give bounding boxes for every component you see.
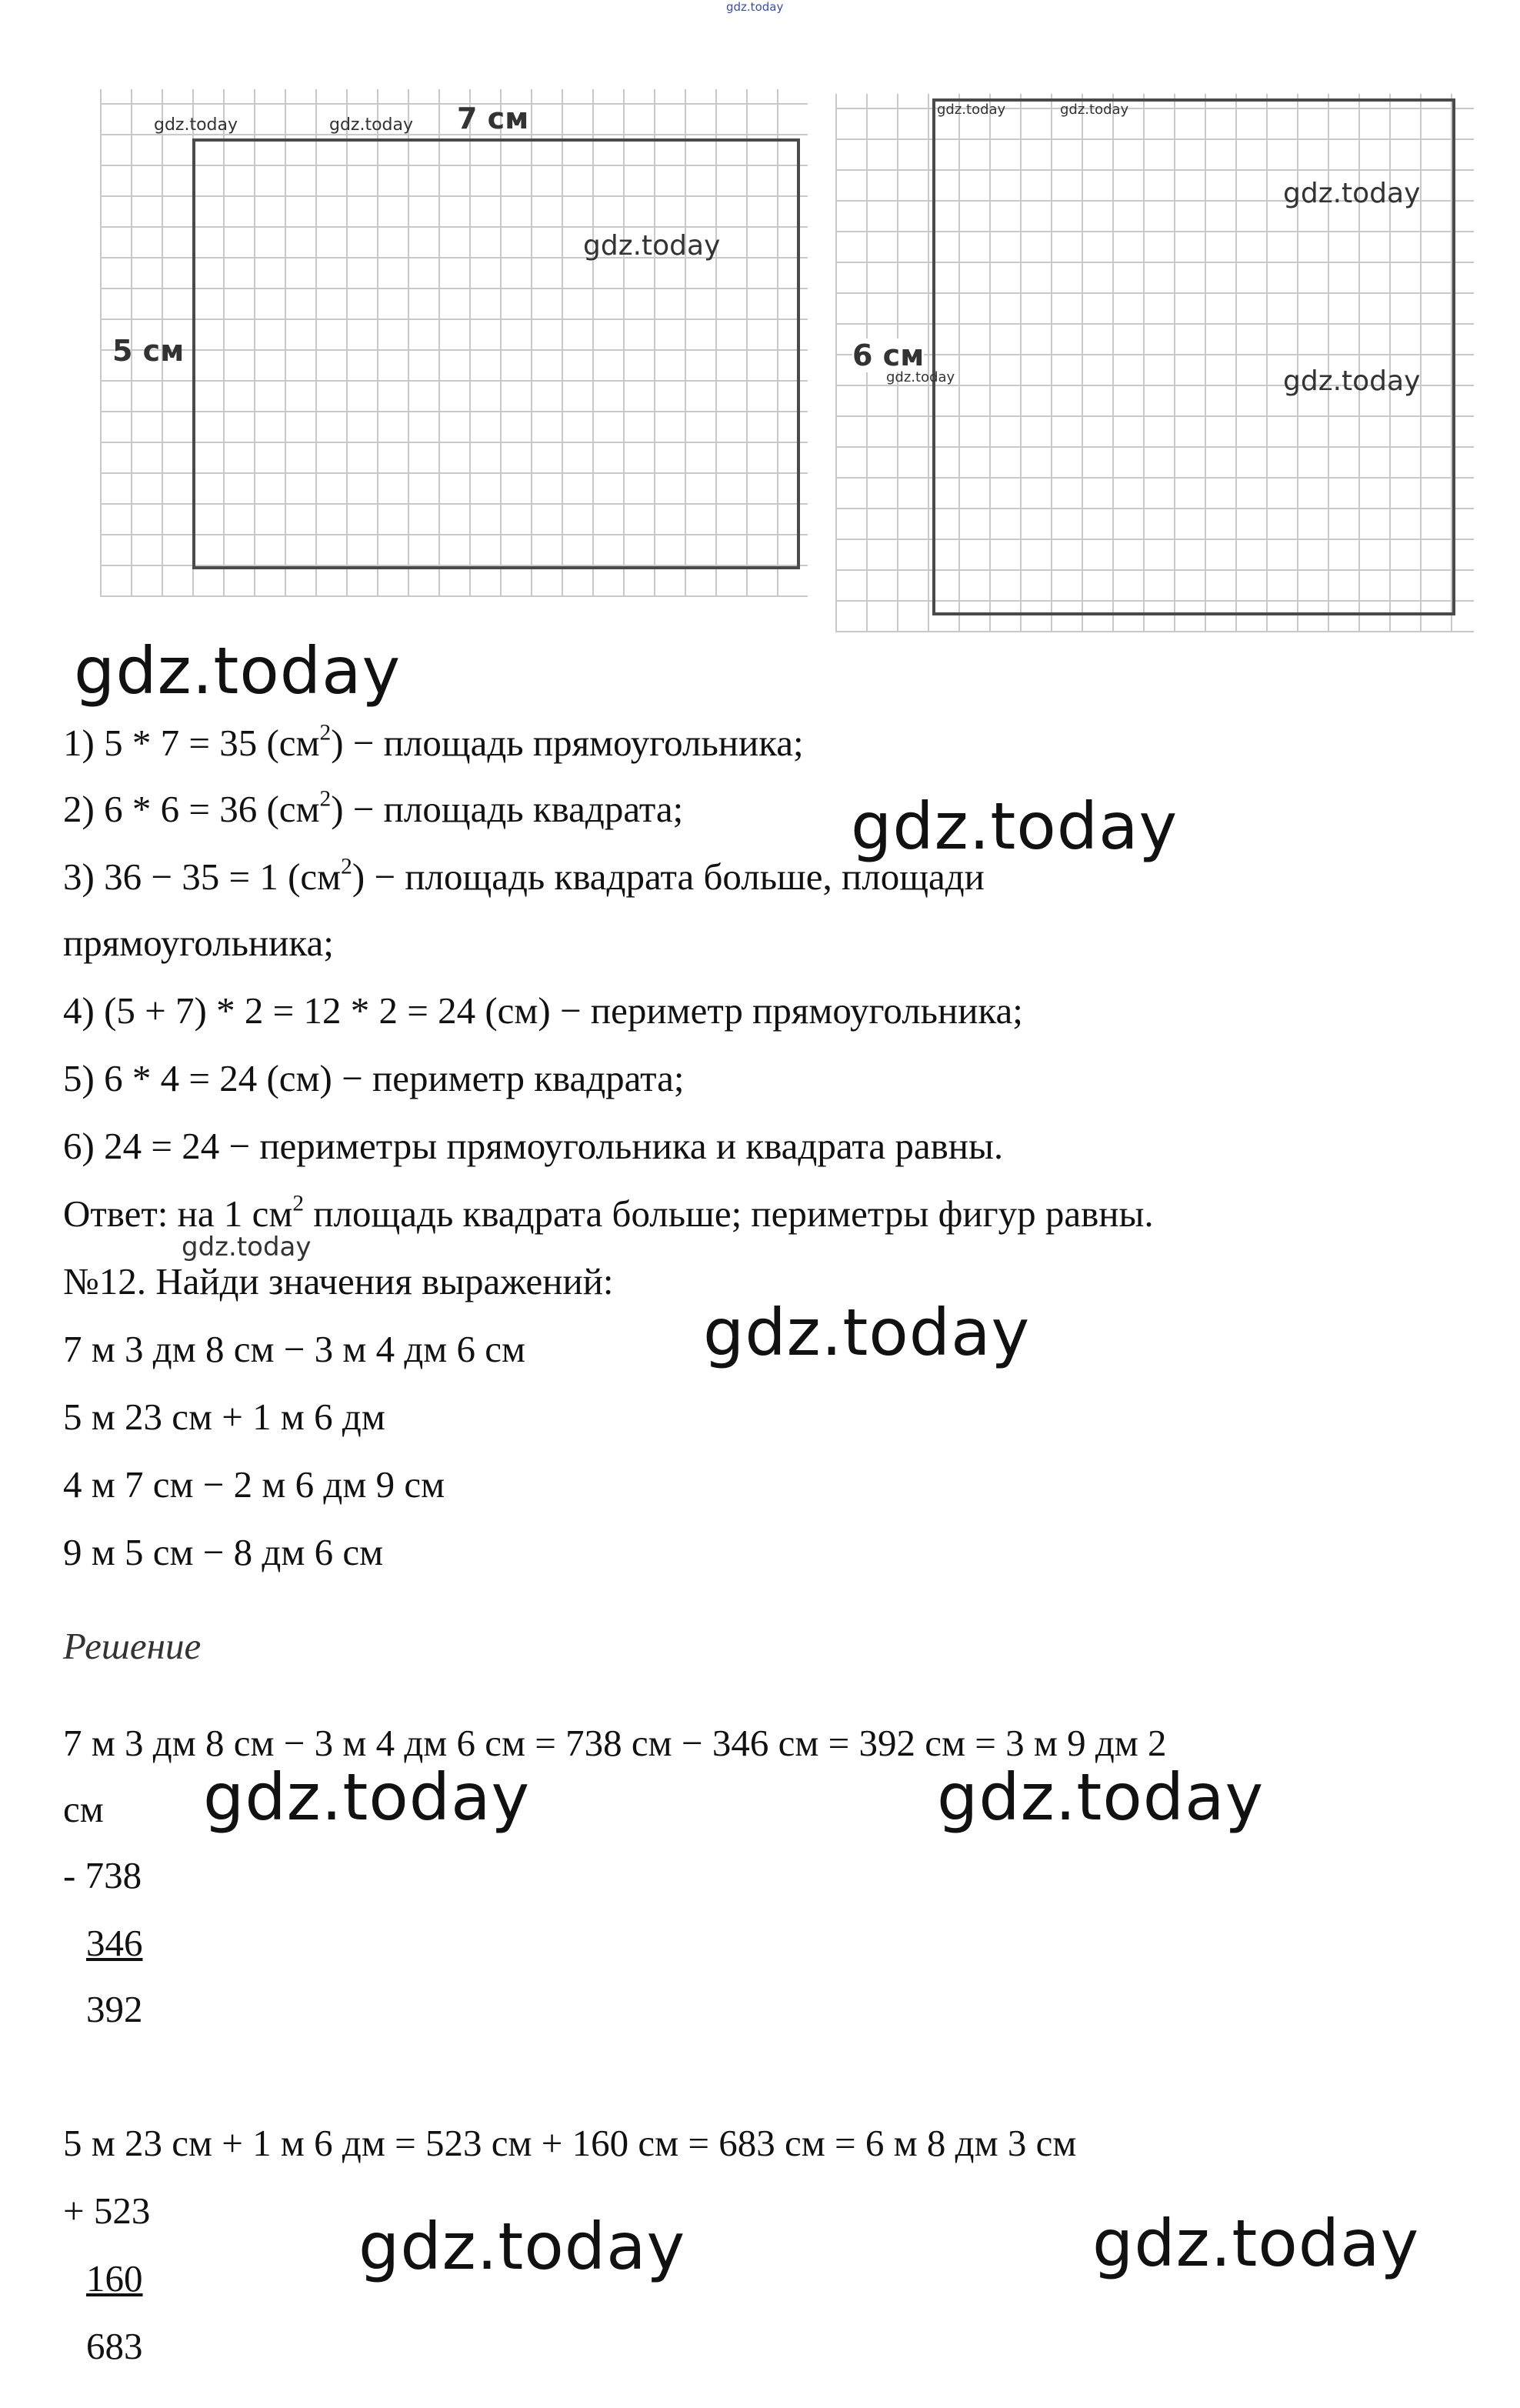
watermark: gdz.today — [1283, 365, 1421, 397]
watermark-large: gdz.today — [1092, 2206, 1420, 2281]
task12-expression-3: 4 м 7 см − 2 м 6 дм 9 см — [63, 1463, 445, 1506]
solution-heading: Решение — [63, 1625, 202, 1667]
solution-line-1: 1) 5 * 7 = 35 $(см^2)$ − площадь прямоугольника; — [63, 720, 804, 764]
task12-expression-2: 5 м 23 см + 1 м 6 дм — [63, 1396, 385, 1438]
column-calc-2-top: + 523 — [63, 2190, 151, 2232]
watermark: gdz.today — [1060, 102, 1129, 118]
watermark-large: gdz.today — [851, 789, 1178, 864]
watermark-large: gdz.today — [937, 1759, 1265, 1835]
task12-expression-4: 9 м 5 см − 8 дм 6 см — [63, 1531, 384, 1573]
square-side-label: 6 см — [852, 339, 925, 372]
column-calc-1-top: - 738 — [63, 1854, 142, 1896]
solution1-line: 7 м 3 дм 8 см − 3 м 4 дм 6 см = 738 см − 346 см = 392 см = 3 м 9 дм 2 — [63, 1722, 1167, 1764]
solution-line-5: 5) 6 * 4 = 24 (см) − периметр квадрата; — [63, 1057, 685, 1099]
column-calc-2-result: 683 — [86, 2325, 143, 2367]
rectangle-width-label: 7 см — [457, 102, 529, 135]
answer-line: Ответ: на 1 $см^2$ площадь квадрата больше; периметры фигур равны. — [63, 1191, 1154, 1235]
square-shape — [932, 98, 1455, 615]
watermark: gdz.today — [329, 115, 414, 135]
rectangle-shape — [192, 138, 800, 569]
rectangle-height-label: 5 см — [112, 334, 185, 368]
column-calc-2-bottom: 160 — [86, 2257, 143, 2300]
solution-line-2: 2) 6 * 6 = 36 $(см^2)$ − площадь квадрата; — [63, 786, 684, 830]
watermark: gdz.today — [886, 369, 955, 385]
watermark-large: gdz.today — [358, 2209, 686, 2284]
solution-line-3: 3) 36 − 35 = 1 $(см^2)$ − площадь квадрата больше, площади — [63, 854, 985, 898]
watermark: gdz.today — [182, 1232, 312, 1262]
solution-line-3-continued: прямоугольника; — [63, 922, 334, 964]
watermark-large: gdz.today — [703, 1295, 1031, 1370]
solution1-line-continued: см — [63, 1788, 104, 1830]
task12-title: №12. Найди значения выражений: — [63, 1260, 614, 1302]
watermark-large: gdz.today — [74, 633, 402, 709]
watermark-top: gdz.today — [726, 0, 784, 14]
watermark: gdz.today — [1283, 178, 1421, 209]
column-calc-1-result: 392 — [86, 1988, 143, 2030]
watermark: gdz.today — [583, 230, 721, 262]
watermark-large: gdz.today — [203, 1759, 531, 1835]
column-calc-1-bottom: 346 — [86, 1922, 143, 1964]
task12-expression-1: 7 м 3 дм 8 см − 3 м 4 дм 6 см — [63, 1328, 526, 1370]
watermark: gdz.today — [154, 115, 238, 135]
solution-line-4: 4) (5 + 7) * 2 = 12 * 2 = 24 (см) − периметр прямоугольника; — [63, 989, 1023, 1032]
solution-line-6: 6) 24 = 24 − периметры прямоугольника и квадрата равны. — [63, 1125, 1004, 1167]
solution2-line: 5 м 23 см + 1 м 6 дм = 523 см + 160 см = 683 см = 6 м 8 дм 3 см — [63, 2122, 1077, 2164]
watermark: gdz.today — [937, 102, 1006, 118]
